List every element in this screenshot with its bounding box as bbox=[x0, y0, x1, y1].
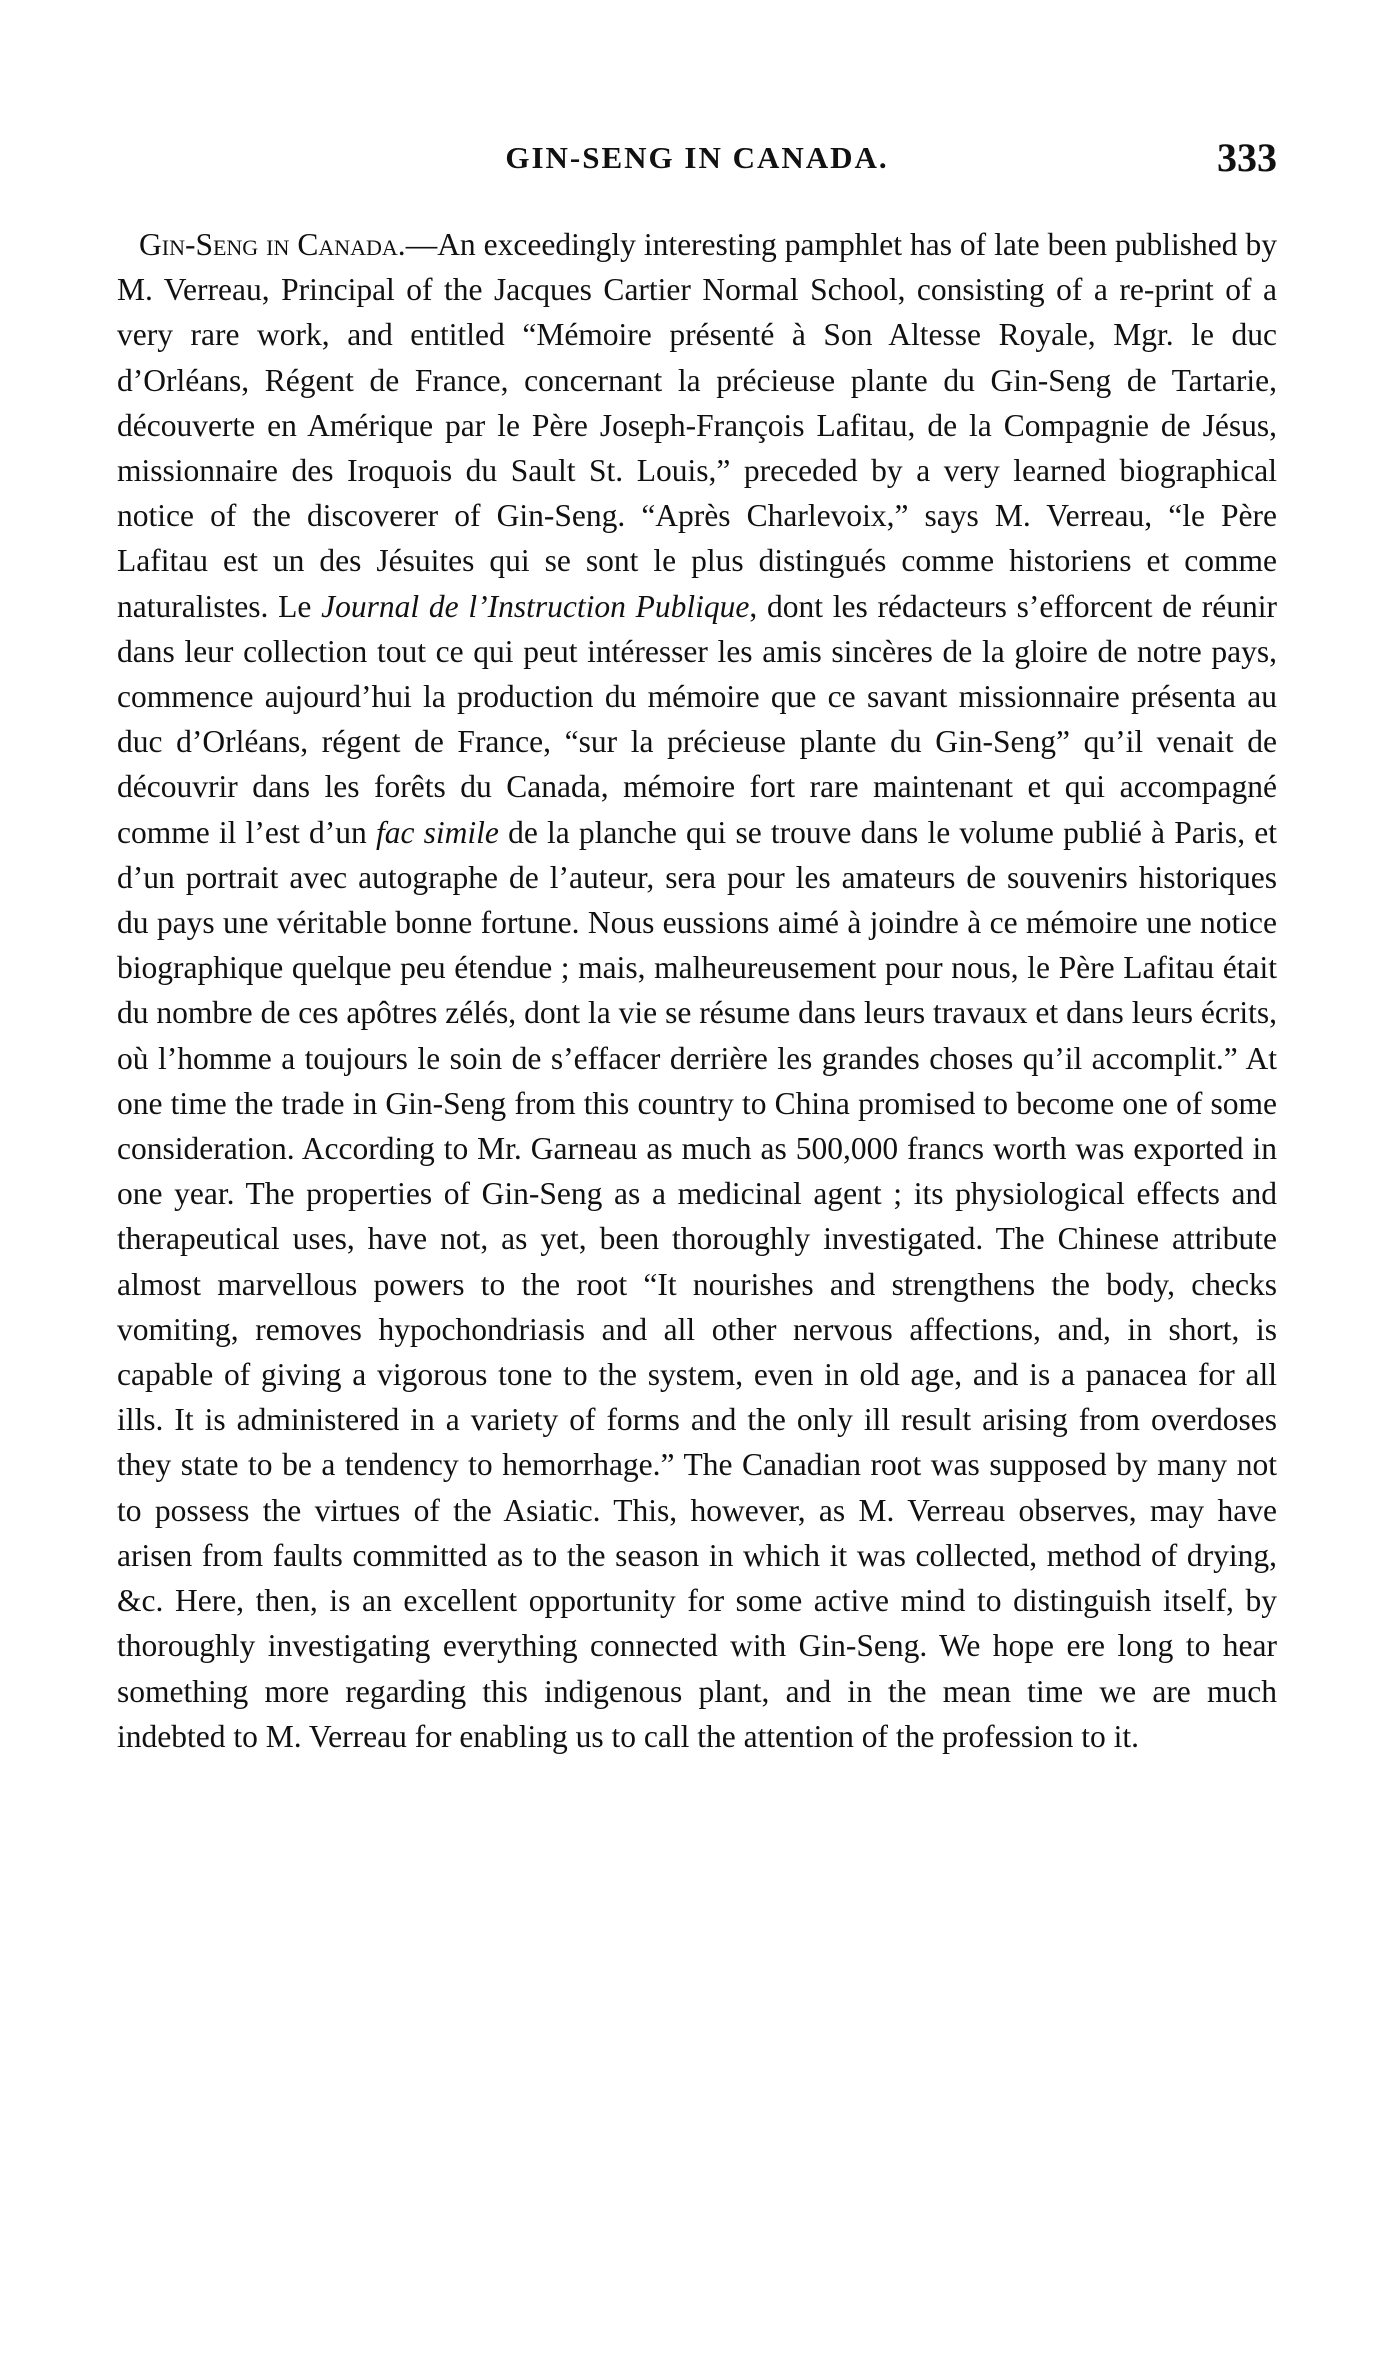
running-title: GIN-SENG IN CANADA. bbox=[505, 140, 889, 175]
text-segment: , dont les rédacteurs s’efforcent de réunir dans leur collection tout ce qui peut intéresser les amis sincères de la gloire de notre pays, commence aujourd’hui la production du mémoire que ce savant missionnaire présenta au duc d’Orléans, régent de France, “sur la précieuse plante du Gin-Seng” qu’il venait de découvrir dans les forêts du Canada, mémoire fort rare maintenant et qui accompagné comme il l’est d’un bbox=[117, 588, 1277, 850]
running-header bbox=[117, 135, 1277, 200]
text-segment: An exceedingly interesting pamphlet has of late been published by M. Verreau, Principal of the Jacques Cartier Normal School, consisting of a re-print of a very rare work, and entitled “Mémoire présenté à Son Altesse Royale, Mgr. le duc d’Orléans, Régent de France, concernant la précieuse plante du Gin-Seng de Tartarie, découverte en Amérique par le Père Joseph-François Lafitau, de la Compagnie de Jésus, missionnaire des Iroquois du Sault St. Louis,” preceded by a very learned biographical notice of the discoverer of Gin-Seng. “Après Charlevoix,” says M. Verreau, “le Père Lafitau est un des Jésuites qui se sont le plus distingués comme historiens et comme naturalistes. Le bbox=[117, 227, 1277, 624]
italic-phrase: fac simile bbox=[375, 814, 499, 850]
article-paragraph bbox=[117, 222, 1277, 1759]
article-heading: Gin-Seng in Canada. bbox=[139, 227, 406, 262]
heading-dash: — bbox=[405, 227, 438, 262]
journal-title: Journal de l’Instruction Publique bbox=[321, 588, 750, 624]
page-number: 333 bbox=[1217, 135, 1277, 180]
text-segment: de la planche qui se trouve dans le volume publié à Paris, et d’un portrait avec autographe de l’auteur, sera pour les amateurs de souvenirs historiques du pays une véritable bonne fortune. Nous eussions aimé à joindre à ce mémoire une notice biographique quelque peu étendue ; mais, malheureusement pour nous, le Père Lafitau était du nombre de ces apôtres zélés, dont la vie se résume dans leurs travaux et dans leurs écrits, où l’homme a toujours le soin de s’effacer derrière les grandes choses qu’il accomplit.” At one time the trade in Gin-Seng from this country to China promised to become one of some consideration. According to Mr. Garneau as much as 500,000 francs worth was exported in one year. The properties of Gin-Seng as a medicinal agent ; its physiological effects and therapeutical uses, have not, as yet, been thoroughly investigated. The Chinese attribute almost marvellous powers to the root “It nourishes and strengthens the body, checks vomiting, removes hypochondriasis and all other nervous affections, and, in short, is capable of giving a vigorous tone to the system, even in old age, and is a panacea for all ills. It is administered in a variety of forms and the only ill result arising from overdoses they state to be a tendency to hemorrhage.” The Canadian root was supposed by many not to possess the virtues of the Asiatic. This, however, as M. Verreau observes, may have arisen from faults committed as to the season in which it was collected, method of drying, &c. Here, then, is an excellent opportunity for some active mind to distinguish itself, by thoroughly investigating everything connected with Gin-Seng. We hope ere long to hear something more regarding this indigenous plant, and in the mean time we are much indebted to M. Verreau for enabling us to call the attention of the profession to it. bbox=[117, 814, 1277, 1754]
article bbox=[117, 222, 1277, 1759]
